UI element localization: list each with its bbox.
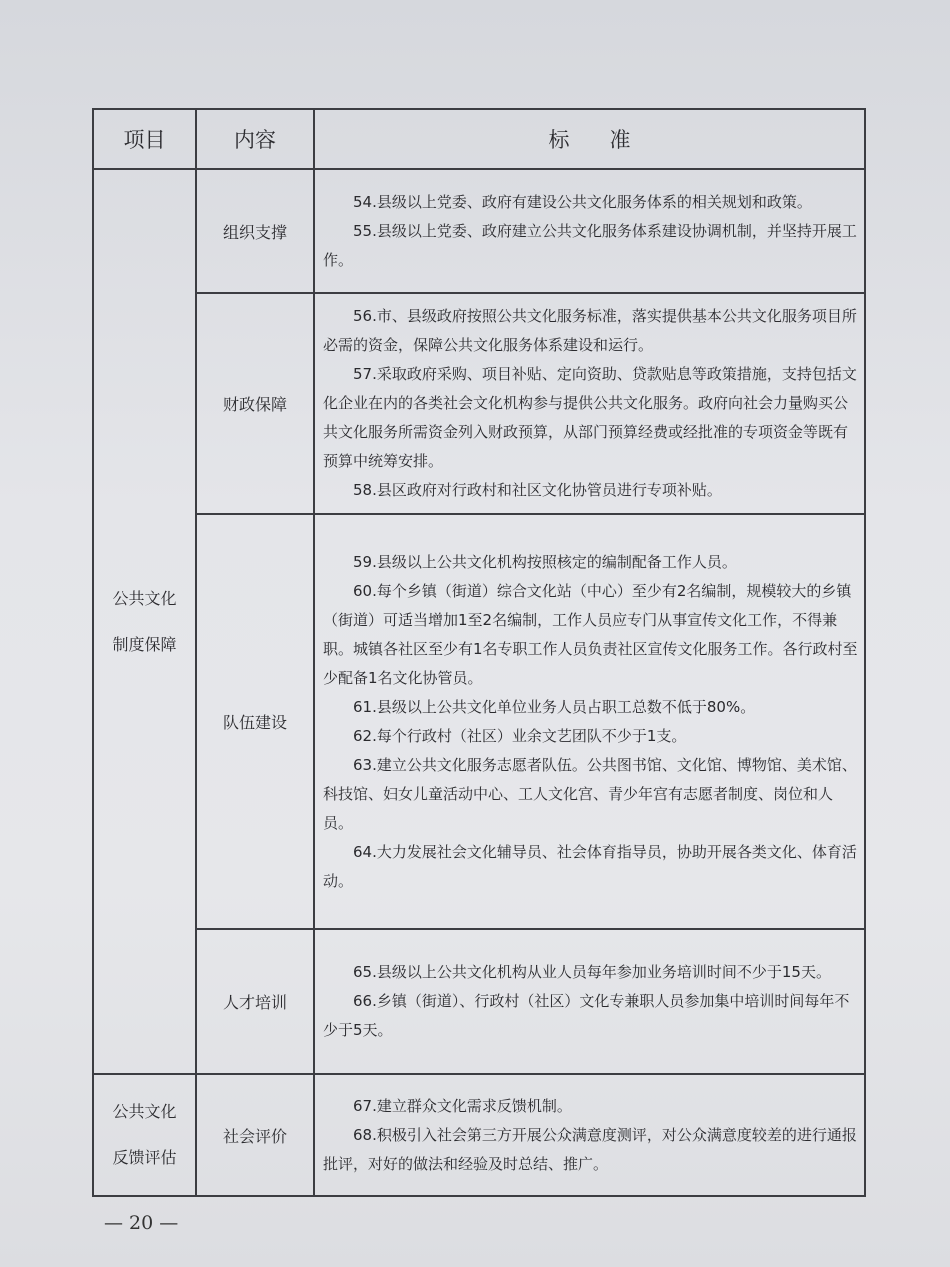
standards-table	[92, 108, 866, 1197]
standard-cell	[314, 929, 865, 1074]
standard-item: 61.县级以上公共文化单位业务人员占职工总数不低于80%。	[353, 697, 756, 716]
category-label: 公共文化	[112, 1102, 177, 1121]
standard-item: 54.县级以上党委、政府有建设公共文化服务体系的相关规划和政策。	[353, 192, 812, 211]
table-row	[93, 169, 865, 293]
header-standard: 标准	[314, 109, 865, 169]
table-row	[93, 514, 865, 929]
standard-item: 57.采取政府采购、项目补贴、定向资助、贷款贴息等政策措施，支持包括文化企业在内的各类社会文化机构参与提供公共文化服务。政府向社会力量购买公共文化服务所需资金列入财政预算，从部门预算经费或经批准的专项资金等既有预算中统筹安排。	[323, 365, 857, 470]
standard-item: 58.县区政府对行政村和社区文化协管员进行专项补贴。	[353, 481, 722, 499]
standard-cell	[314, 514, 865, 929]
category-label: 反馈评估	[112, 1148, 177, 1167]
standard-item: 60.每个乡镇（街道）综合文化站（中心）至少有2名编制，规模较大的乡镇（街道）可适当增加1至2名编制，工作人员应专门从事宣传文化工作，不得兼职。城镇各社区至少有1名专职工作人员负责社区宣传文化服务工作。各行政村至少配备1名文化协管员。	[323, 581, 858, 687]
category-label: 公共文化	[112, 588, 177, 608]
table-row	[93, 293, 865, 514]
subcategory-cell: 社会评价	[196, 1074, 314, 1196]
table-row	[93, 1074, 865, 1196]
standard-item: 63.建立公共文化服务志愿者队伍。公共图书馆、文化馆、博物馆、美术馆、科技馆、妇女儿童活动中心、工人文化宫、青少年宫有志愿者制度、岗位和人员。	[323, 755, 857, 832]
standard-item: 55.县级以上党委、政府建立公共文化服务体系建设协调机制，并坚持开展工作。	[323, 221, 857, 269]
standard-cell	[314, 1074, 865, 1196]
table-row	[93, 929, 865, 1074]
standard-item: 68.积极引入社会第三方开展公众满意度测评，对公众满意度较差的进行通报批评，对好的做法和经验及时总结、推广。	[323, 1125, 857, 1173]
header-row	[93, 109, 865, 169]
header-project: 项目	[93, 109, 196, 169]
subcategory-cell: 财政保障	[196, 293, 314, 514]
standard-item: 66.乡镇（街道）、行政村（社区）文化专兼职人员参加集中培训时间每年不少于5天。	[323, 992, 850, 1039]
standard-item: 65.县级以上公共文化机构从业人员每年参加业务培训时间不少于15天。	[353, 963, 831, 981]
category-cell	[93, 169, 196, 1074]
standard-item: 59.县级以上公共文化机构按照核定的编制配备工作人员。	[353, 552, 737, 571]
standard-item: 67.建立群众文化需求反馈机制。	[353, 1096, 572, 1115]
subcategory-cell: 组织支撑	[196, 169, 314, 293]
standard-cell	[314, 293, 865, 514]
subcategory-cell: 人才培训	[196, 929, 314, 1074]
category-cell	[93, 1074, 196, 1196]
standard-item: 56.市、县级政府按照公共文化服务标准，落实提供基本公共文化服务项目所必需的资金，保障公共文化服务体系建设和运行。	[323, 307, 857, 354]
header-content: 内容	[196, 109, 314, 169]
standard-item: 62.每个行政村（社区）业余文艺团队不少于1支。	[353, 726, 687, 745]
subcategory-cell: 队伍建设	[196, 514, 314, 929]
page-number: — 20 —	[104, 1212, 179, 1234]
standard-item: 64.大力发展社会文化辅导员、社会体育指导员，协助开展各类文化、体育活动。	[323, 842, 857, 890]
category-label: 制度保障	[112, 634, 177, 654]
standard-cell	[314, 169, 865, 293]
